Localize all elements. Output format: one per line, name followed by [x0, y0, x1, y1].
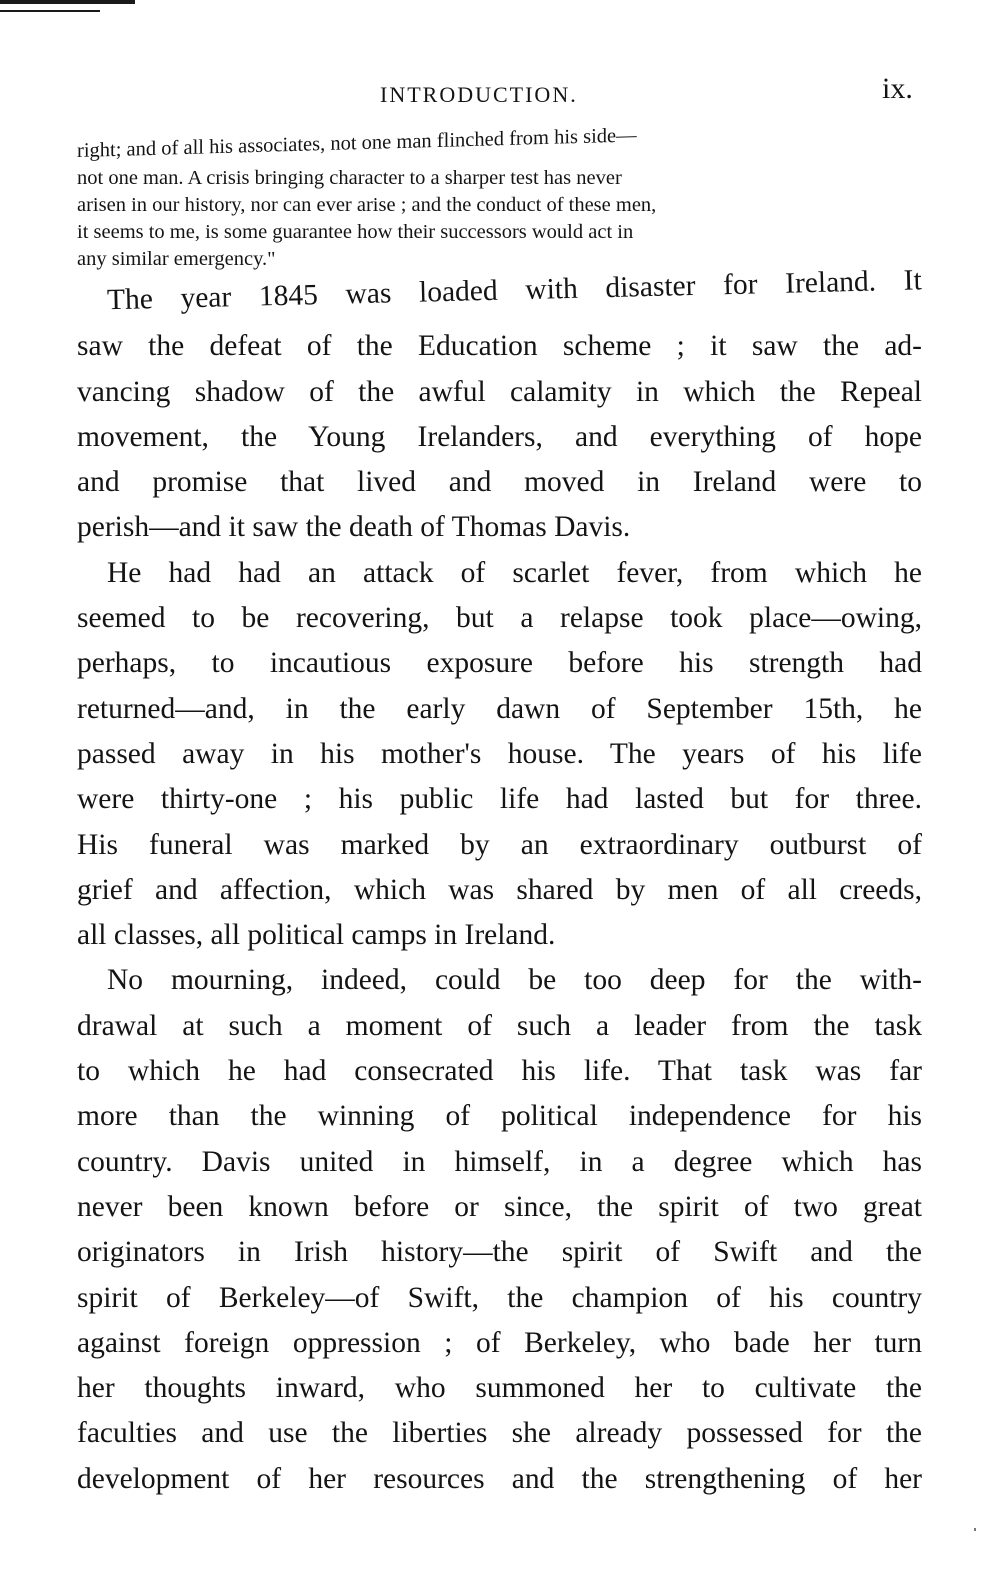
- corner-rule-mark-lower: [0, 10, 100, 12]
- text-line: never been known before or since, the spirit of two great: [77, 1190, 922, 1223]
- quote-line: it seems to me, is some guarantee how their successors would act in: [77, 221, 634, 243]
- quote-line: arisen in our history, nor can ever arise ; and the conduct of these men,: [77, 194, 657, 216]
- paragraph-2: [77, 551, 922, 959]
- block-quote: [77, 124, 922, 273]
- paragraph-1: [77, 264, 923, 551]
- text-line: against foreign oppression ; of Berkeley, who bade her turn: [77, 1326, 922, 1359]
- text-line: more than the winning of political independence for his: [77, 1100, 922, 1133]
- body-text: [77, 264, 923, 1502]
- text-line: perish—and it saw the death of Thomas Davis.: [77, 511, 631, 544]
- text-line: originators in Irish history—the spirit of Swift and the: [77, 1236, 922, 1269]
- text-line: were thirty-one ; his public life had lasted but for three.: [77, 783, 922, 816]
- text-line: to which he had consecrated his life. That task was far: [77, 1055, 922, 1088]
- text-line: vancing shadow of the awful calamity in which the Repeal: [77, 375, 922, 408]
- text-line: movement, the Young Irelanders, and everything of hope: [77, 420, 922, 453]
- text-line: spirit of Berkeley—of Swift, the champion of his country: [77, 1281, 922, 1314]
- text-line: saw the defeat of the Education scheme ; it saw the ad-: [77, 330, 922, 363]
- text-line: His funeral was marked by an extraordinary outburst of: [77, 828, 922, 861]
- quote-line: any similar emergency.": [77, 248, 276, 270]
- text-line: returned—and, in the early dawn of September 15th, he: [77, 692, 922, 725]
- text-line: He had had an attack of scarlet fever, from which he: [107, 556, 922, 589]
- text-line: drawal at such a moment of such a leader from the task: [77, 1009, 922, 1042]
- scan-speck: [974, 1528, 976, 1531]
- text-line: development of her resources and the strengthening of her: [77, 1462, 922, 1495]
- paragraph-3: [77, 958, 922, 1502]
- corner-rule-mark: [0, 0, 135, 4]
- text-line: faculties and use the liberties she already possessed for the: [77, 1417, 922, 1450]
- text-line: and promise that lived and moved in Ireland were to: [77, 466, 922, 499]
- text-line: all classes, all political camps in Ireland.: [77, 919, 556, 952]
- text-line: country. Davis united in himself, in a degree which has: [77, 1145, 922, 1178]
- quote-line: not one man. A crisis bringing character to a sharper test has never: [77, 167, 622, 189]
- running-head: INTRODUCTION.: [380, 82, 578, 107]
- text-line: The year 1845 was loaded with disaster for Ireland. It: [106, 264, 923, 317]
- text-line: her thoughts inward, who summoned her to cultivate the: [77, 1372, 922, 1405]
- text-line: seemed to be recovering, but a relapse took place—owing,: [77, 602, 922, 635]
- text-line: passed away in his mother's house. The years of his life: [77, 737, 922, 770]
- quote-line: right; and of all his associates, not one man flinched from his side—: [77, 124, 637, 162]
- text-line: grief and affection, which was shared by men of all creeds,: [77, 873, 922, 906]
- page-number: ix.: [882, 72, 913, 105]
- text-line: perhaps, to incautious exposure before his strength had: [77, 647, 922, 680]
- text-line: No mourning, indeed, could be too deep for the with-: [107, 964, 922, 997]
